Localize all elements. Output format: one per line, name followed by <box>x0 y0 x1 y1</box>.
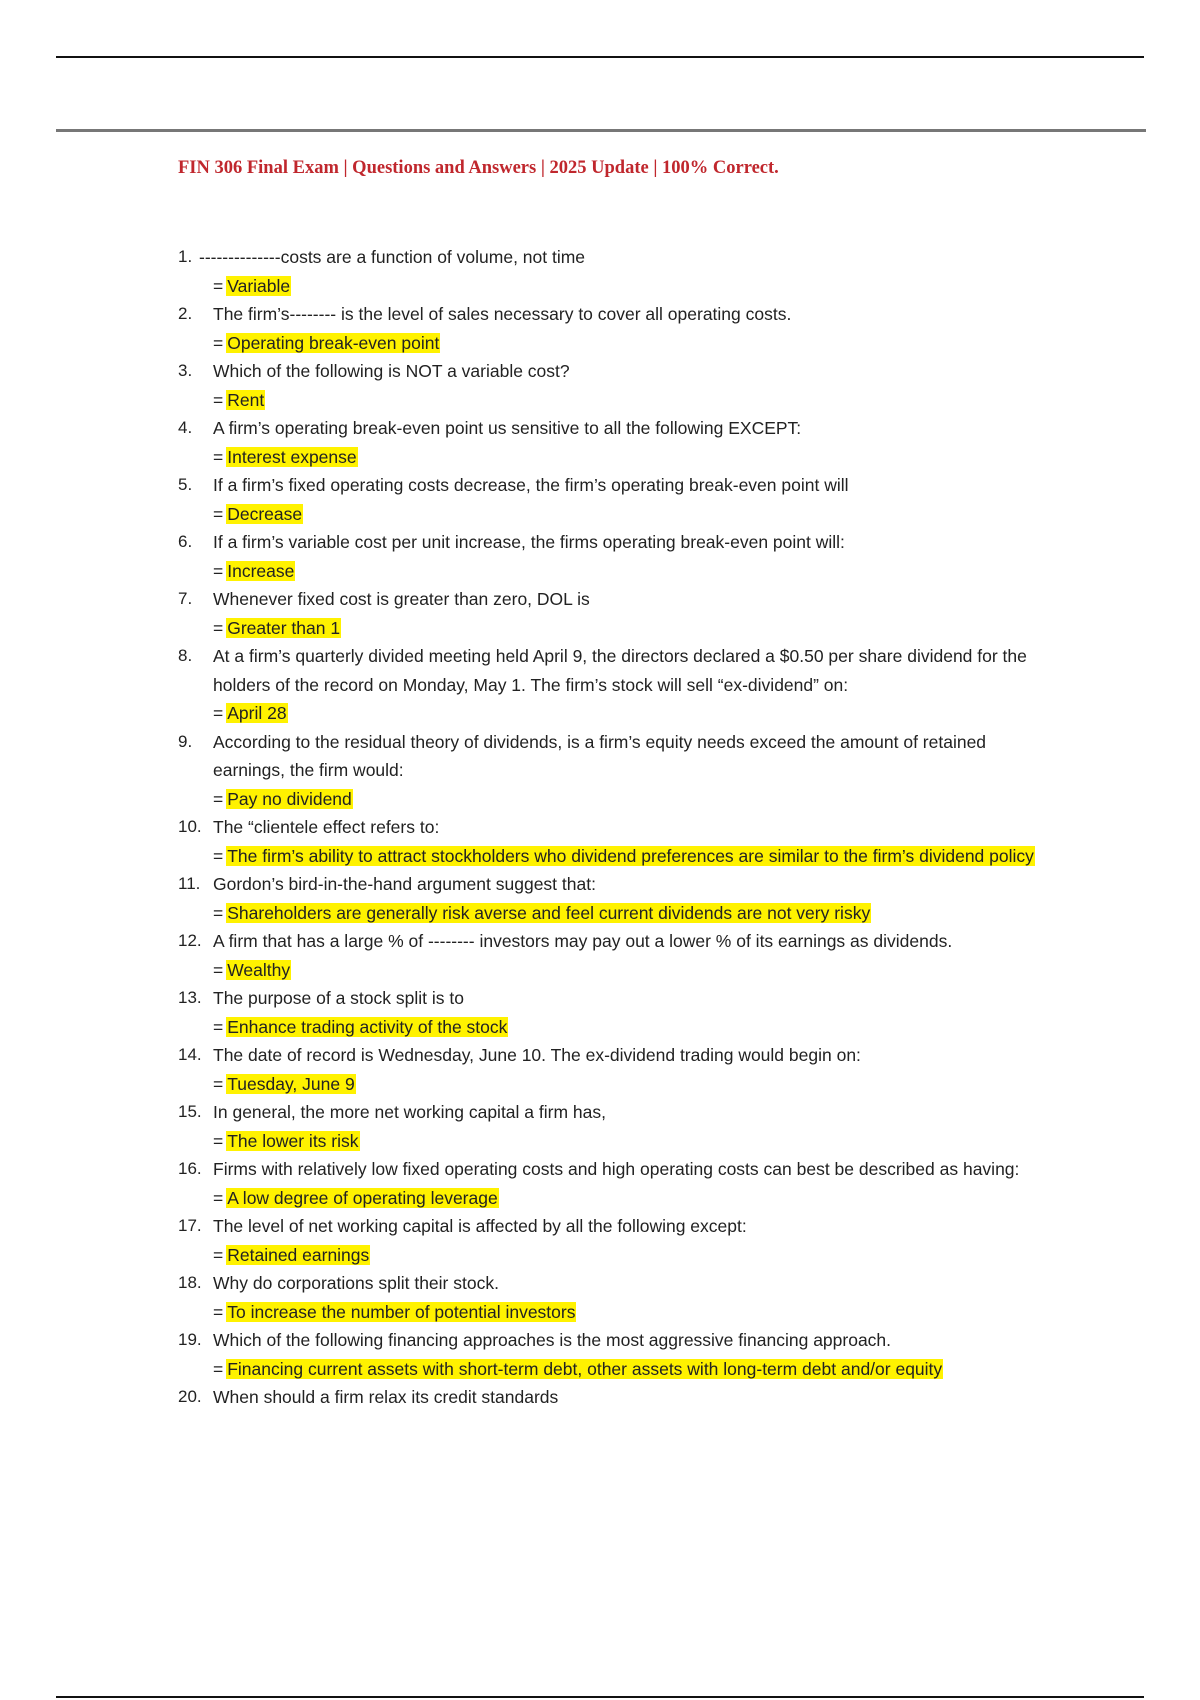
question-text: A firm that has a large % of -------- investors may pay out a lower % of its earnings as dividends. <box>213 931 953 951</box>
answer-prefix: = <box>213 332 224 353</box>
question-text: At a firm’s quarterly divided meeting held April 9, the directors declared a $0.50 per share dividend for the holders of the record on Monday, May 1. The firm’s stock will sell “ex-dividend” on: <box>213 646 1027 695</box>
answer-prefix: = <box>213 560 224 581</box>
question-text: The purpose of a stock split is to <box>213 988 464 1008</box>
answer-line <box>213 1298 1053 1327</box>
question-text: When should a firm relax its credit standards <box>213 1387 559 1407</box>
answer-line <box>213 899 1053 928</box>
highlighted-answer: Decrease <box>227 503 303 524</box>
question-item <box>0 1098 1200 1155</box>
top-rule <box>56 56 1144 58</box>
question-number: 5. <box>178 475 193 494</box>
highlighted-answer: Variable <box>227 275 291 296</box>
highlighted-answer: A low degree of operating leverage <box>227 1187 498 1208</box>
question-text: Which of the following is NOT a variable cost? <box>213 361 570 381</box>
answer-line <box>213 1355 1053 1384</box>
highlighted-answer: Rent <box>227 389 265 410</box>
answer-line <box>213 1184 1053 1213</box>
answer-prefix: = <box>213 1187 224 1208</box>
question-number: 14. <box>178 1045 202 1064</box>
highlighted-answer: Greater than 1 <box>227 617 341 638</box>
question-text: A firm’s operating break-even point us sensitive to all the following EXCEPT: <box>213 418 802 438</box>
answer-prefix: = <box>213 503 224 524</box>
answer-prefix: = <box>213 902 224 923</box>
answer-line <box>213 956 1053 985</box>
question-number: 9. <box>178 731 193 751</box>
question-number: 16. <box>178 1159 202 1178</box>
answer-prefix: = <box>213 1358 224 1379</box>
question-number: 17. <box>178 1216 202 1235</box>
question-text: In general, the more net working capital a firm has, <box>213 1102 606 1122</box>
question-item <box>0 243 1200 300</box>
question-text: The level of net working capital is affected by all the following except: <box>213 1216 747 1236</box>
answer-prefix: = <box>213 1130 224 1151</box>
answer-line <box>213 785 1053 814</box>
question-number: 13. <box>178 988 202 1007</box>
answer-line <box>213 386 1053 415</box>
question-item <box>0 1383 1200 1412</box>
question-number: 8. <box>178 646 193 665</box>
question-list <box>0 243 1200 1412</box>
question-item <box>0 1326 1200 1383</box>
answer-prefix: = <box>213 959 224 980</box>
highlighted-answer: Pay no dividend <box>227 788 352 809</box>
question-number: 3. <box>178 361 193 380</box>
question-item <box>0 300 1200 357</box>
highlighted-answer: Operating break-even point <box>227 332 440 353</box>
highlighted-answer: To increase the number of potential investors <box>227 1301 576 1322</box>
answer-prefix: = <box>213 1244 224 1265</box>
answer-line <box>213 1013 1053 1042</box>
question-text: If a firm’s fixed operating costs decrease, the firm’s operating break-even point will <box>213 475 849 495</box>
highlighted-answer: The lower its risk <box>227 1130 359 1151</box>
answer-line <box>213 1070 1053 1099</box>
question-text: The “clientele effect refers to: <box>213 817 440 837</box>
question-item <box>0 1041 1200 1098</box>
answer-prefix: = <box>213 1073 224 1094</box>
bottom-rule <box>56 1696 1144 1698</box>
answer-line <box>213 329 1053 358</box>
answer-prefix: = <box>213 1301 224 1322</box>
highlighted-answer: Interest expense <box>227 446 357 467</box>
question-item <box>0 870 1200 927</box>
highlighted-answer: Shareholders are generally risk averse and feel current dividends are not very risky <box>227 902 871 923</box>
answer-line <box>213 1127 1053 1156</box>
answer-prefix: = <box>213 275 224 296</box>
question-item <box>0 927 1200 984</box>
question-item <box>0 984 1200 1041</box>
question-text: Gordon’s bird-in-the-hand argument suggest that: <box>213 874 596 894</box>
question-number: 19. <box>178 1330 202 1349</box>
question-number: 12. <box>178 931 202 950</box>
highlighted-answer: April 28 <box>227 703 287 723</box>
answer-line <box>213 842 1053 871</box>
highlighted-answer: Financing current assets with short-term debt, other assets with long-term debt and/or equity <box>227 1358 943 1379</box>
answer-line <box>213 614 1053 643</box>
question-text: According to the residual theory of dividends, is a firm’s equity needs exceed the amount of retained earnings, the firm would: <box>213 731 987 780</box>
question-item <box>0 1212 1200 1269</box>
answer-prefix: = <box>213 617 224 638</box>
answer-line <box>213 1241 1053 1270</box>
answer-prefix: = <box>213 446 224 467</box>
question-text: Why do corporations split their stock. <box>213 1273 499 1293</box>
answer-line <box>213 557 1053 586</box>
document-title: FIN 306 Final Exam | Questions and Answers | 2025 Update | 100% Correct. <box>178 158 779 178</box>
question-number: 10. <box>178 817 202 836</box>
question-item <box>0 642 1200 728</box>
question-text: The date of record is Wednesday, June 10. The ex-dividend trading would begin on: <box>213 1045 861 1065</box>
question-item <box>0 528 1200 585</box>
highlighted-answer: Enhance trading activity of the stock <box>227 1016 508 1037</box>
answer-prefix: = <box>213 845 224 866</box>
question-item <box>0 471 1200 528</box>
question-text: Whenever fixed cost is greater than zero, DOL is <box>213 589 590 609</box>
answer-prefix: = <box>213 788 224 809</box>
question-item <box>0 357 1200 414</box>
question-number: 18. <box>178 1273 202 1292</box>
question-number: 2. <box>178 304 193 323</box>
highlighted-answer: Wealthy <box>227 959 291 980</box>
question-item <box>0 728 1200 814</box>
question-item <box>0 414 1200 471</box>
highlighted-answer: The firm’s ability to attract stockholders who dividend preferences are similar to the firm’s dividend policy <box>227 845 1034 866</box>
question-item <box>0 585 1200 642</box>
question-number: 11. <box>178 874 201 893</box>
question-text: Firms with relatively low fixed operating costs and high operating costs can best be described as having: <box>213 1159 1020 1179</box>
highlighted-answer: Tuesday, June 9 <box>227 1073 355 1094</box>
answer-line <box>213 699 1053 728</box>
question-item <box>0 1155 1200 1212</box>
answer-prefix: = <box>213 1016 224 1037</box>
highlighted-answer: Increase <box>227 560 295 581</box>
answer-line <box>213 272 1053 301</box>
header-divider <box>56 129 1146 132</box>
answer-line <box>213 443 1053 472</box>
question-number: 15. <box>178 1102 202 1121</box>
question-number: 20. <box>178 1387 202 1406</box>
question-text: If a firm’s variable cost per unit increase, the firms operating break-even point will: <box>213 532 845 552</box>
question-item <box>0 1269 1200 1326</box>
question-number: 1. <box>178 247 193 266</box>
answer-line <box>213 500 1053 529</box>
question-text: The firm’s-------- is the level of sales necessary to cover all operating costs. <box>213 304 792 324</box>
answer-prefix: = <box>213 389 224 410</box>
question-number: 6. <box>178 532 193 551</box>
question-number: 7. <box>178 589 193 608</box>
question-text: Which of the following financing approaches is the most aggressive financing approach. <box>213 1330 892 1350</box>
question-number: 4. <box>178 418 193 437</box>
question-text: --------------costs are a function of volume, not time <box>199 247 586 267</box>
answer-prefix: = <box>213 703 224 723</box>
highlighted-answer: Retained earnings <box>227 1244 370 1265</box>
question-item <box>0 813 1200 870</box>
